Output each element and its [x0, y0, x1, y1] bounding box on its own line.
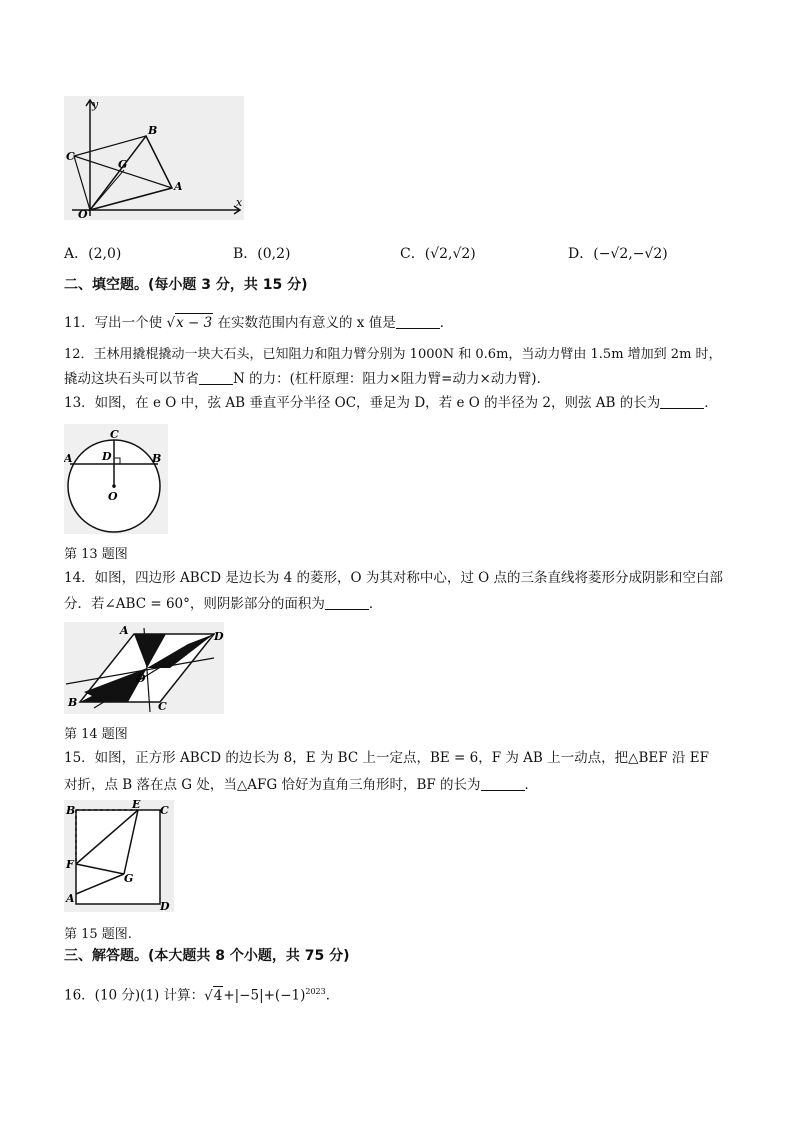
q15-label-a: A [66, 892, 75, 905]
q12-text-after: N 的力：(杠杆原理：阻力×阻力臂=动力×动力臂)． [233, 371, 551, 387]
q10-label-g: G [118, 158, 128, 171]
q13-label-a: A [64, 452, 73, 465]
q10-option-a [64, 243, 121, 263]
q13-diagram [64, 424, 168, 534]
q14-label-o: O [136, 672, 146, 685]
q15-label-c: C [160, 804, 169, 817]
section-2-title: 二、填空题。(每小题 3 分，共 15 分) [64, 277, 308, 293]
q16-prefix: 16．(10 分)(1) 计算： [64, 987, 205, 1004]
q11-text-before: 11．写出一个使 [64, 315, 163, 331]
q12-text-before: 撬动这块石头可以节省 [64, 371, 199, 387]
q15-label-e: E [132, 800, 141, 811]
q11-end: ． [439, 315, 454, 331]
q14-caption: 第 14 题图 [64, 727, 128, 742]
section-3-title: 三、解答题。(本大题共 8 个小题，共 75 分) [64, 948, 350, 964]
q13-end: ． [704, 395, 718, 411]
q10-label-b: B [148, 124, 158, 137]
option-d-value: (−√2,−√2) [593, 246, 668, 262]
q12-answer-blank[interactable] [199, 370, 233, 385]
q16-exponent: 2023 [305, 987, 326, 996]
q13-answer-blank[interactable] [660, 394, 704, 409]
q10-label-c: C [66, 150, 75, 163]
question-14-line-1: 14．如图，四边形 ABCD 是边长为 4 的菱形，O 为其对称中心，过 O 点的三条直线将菱形分成阴影和空白部 [64, 570, 724, 586]
q14-figure [64, 622, 224, 714]
q13-label-c: C [110, 428, 119, 441]
q14-label-a: A [120, 624, 129, 637]
q15-label-f: F [66, 858, 74, 871]
question-16 [64, 983, 339, 1005]
q10-label-o: O [78, 208, 88, 220]
q15-end: ． [524, 777, 539, 793]
question-11 [64, 313, 453, 332]
q14-diagram [64, 622, 224, 714]
question-12-line-2 [64, 370, 550, 388]
q15-caption: 第 15 题图. [64, 927, 132, 942]
q10-option-b [233, 243, 291, 263]
q14-answer-blank[interactable] [325, 595, 369, 610]
q11-radicand: x − 3 [176, 315, 213, 331]
q14-text-before: 分．若∠ABC = 60°，则阴影部分的面积为 [64, 596, 325, 612]
q15-text-before: 对折，点 B 落在点 G 处，当△AFG 恰好为直角三角形时，BF 的长为 [64, 777, 481, 793]
q10-figure [64, 96, 244, 220]
q14-end: ． [368, 596, 383, 612]
question-15-line-1: 15．如图，正方形 ABCD 的边长为 8，E 为 BC 上一定点，BE = 6，F 为 AB 上一动点，把△BEF 沿 EF [64, 750, 709, 766]
q15-answer-blank[interactable] [481, 776, 525, 791]
q13-label-o: O [108, 490, 118, 503]
q15-label-d: D [160, 900, 170, 912]
q10-label-a: A [174, 180, 183, 193]
q14-label-b: B [68, 696, 78, 709]
q13-figure [64, 424, 168, 534]
q13-caption: 第 13 题图 [64, 547, 128, 562]
q10-diagram [64, 96, 244, 220]
option-c-value: (√2,√2) [424, 246, 476, 262]
q15-figure [64, 800, 174, 912]
q14-label-c: C [158, 700, 167, 713]
question-14-line-2 [64, 595, 382, 613]
q16-radicand: 4 [213, 987, 223, 1004]
option-b-label: B． [233, 246, 258, 262]
question-12-line-1: 12．王林用撬棍撬动一块大石头，已知阻力和阻力臂分别为 1000N 和 0.6m，当动力臂由 1.5m 增加到 2m 时， [64, 347, 722, 362]
q10-label-y: y [92, 98, 99, 111]
q13-label-b: B [152, 452, 162, 465]
q14-label-d: D [214, 630, 224, 643]
q13-text: 13．如图，在 e O 中，弦 AB 垂直平分半径 OC，垂足为 D，若 e O 的半径为 2，则弦 AB 的长为 [64, 395, 661, 411]
option-a-label: A． [64, 246, 89, 262]
q15-label-b: B [66, 804, 76, 817]
q10-label-x: x [236, 196, 243, 209]
q16-expression: +|−5|+(−1) [223, 987, 306, 1004]
q11-text-after: 在实数范围内有意义的 x 值是 [217, 315, 396, 331]
q13-label-d: D [102, 450, 112, 463]
option-b-value: (0,2) [257, 246, 291, 262]
q16-end: ． [325, 987, 340, 1004]
q11-answer-blank[interactable] [396, 314, 440, 329]
option-c-label: C． [400, 246, 425, 262]
option-a-value: (2,0) [88, 246, 122, 262]
q15-label-g: G [124, 872, 134, 885]
q10-option-d [568, 243, 668, 263]
question-13 [64, 394, 718, 412]
q16-sqrt: √4 [204, 987, 223, 1004]
q10-option-c [400, 243, 476, 263]
q11-radical: √x − 3 [166, 315, 213, 331]
question-15-line-2 [64, 776, 538, 794]
q15-diagram [64, 800, 174, 912]
option-d-label: D． [568, 246, 594, 262]
